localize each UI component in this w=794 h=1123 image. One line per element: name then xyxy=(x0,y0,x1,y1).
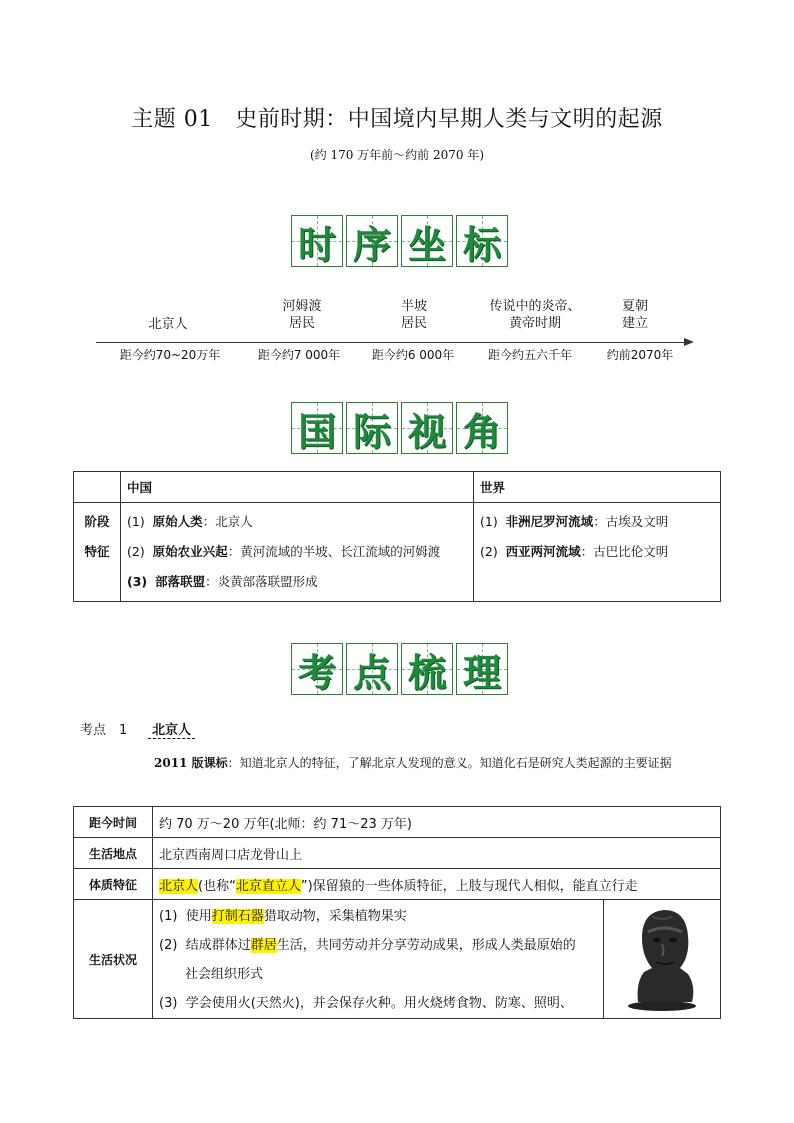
timeline-event-date: 距今约7 000年 xyxy=(257,348,341,362)
kaodian-name: 北京人 xyxy=(148,723,195,739)
banner-char: 际 xyxy=(346,402,398,454)
table-row xyxy=(74,807,721,838)
list-item: (1) 原始人类：北京人 xyxy=(127,514,253,529)
list-item: (2) 原始农业兴起：黄河流域的半坡、长江流域的河姆渡 xyxy=(127,544,441,559)
list-item: (2) 结成群体过群居生活，共同劳动并分享劳动成果，形成人类最原始的 xyxy=(159,938,576,953)
banner-char: 视 xyxy=(401,402,453,454)
banner-char: 理 xyxy=(456,643,508,695)
banner-timeline xyxy=(291,215,511,267)
page-subtitle: (约 170 万年前～约前 2070 年) xyxy=(309,148,485,162)
peking-man-bust-image xyxy=(612,902,712,1012)
table-row xyxy=(74,900,721,1019)
curriculum-standard xyxy=(154,748,724,778)
banner-points xyxy=(291,643,511,695)
row-label-stage: 阶段 特征 xyxy=(74,503,121,602)
list-item: (1) 非洲尼罗河流域：古埃及文明 xyxy=(480,514,669,529)
list-item-cont: 社会组织形式 xyxy=(185,967,264,982)
standard-label: 2011 版课标 xyxy=(154,756,228,770)
banner-char: 坐 xyxy=(401,215,453,267)
world-features xyxy=(474,503,721,602)
col-header-world: 世界 xyxy=(474,472,721,503)
china-features xyxy=(121,503,474,602)
banner-char: 序 xyxy=(346,215,398,267)
row-key: 生活地点 xyxy=(74,838,153,869)
timeline-event-date: 约前2070年 xyxy=(606,348,674,362)
banner-char: 国 xyxy=(291,402,343,454)
row-value: 北京西南周口店龙骨山上 xyxy=(153,838,721,869)
banner-char: 考 xyxy=(291,643,343,695)
kaodian-prefix: 考点 1 xyxy=(80,723,128,738)
timeline-event-label: 河姆渡 居民 xyxy=(282,299,322,331)
col-header-china: 中国 xyxy=(121,472,474,503)
table-corner-cell xyxy=(74,472,121,503)
timeline-arrow-icon xyxy=(684,338,694,346)
list-item: (3) 部落联盟：炎黄部落联盟形成 xyxy=(127,574,318,589)
timeline-event-label: 北京人 xyxy=(148,317,188,332)
banner-char: 点 xyxy=(346,643,398,695)
banner-char: 时 xyxy=(291,215,343,267)
row-key: 体质特征 xyxy=(74,869,153,900)
row-key: 生活状况 xyxy=(74,900,153,1019)
timeline-event-date: 距今约6 000年 xyxy=(371,348,455,362)
table-row xyxy=(74,838,721,869)
bust-cell xyxy=(604,900,721,1019)
timeline-event-label: 夏朝 建立 xyxy=(621,299,648,331)
page-title: 主题 01 史前时期：中国境内早期人类与文明的起源 xyxy=(131,107,663,132)
kaodian-heading xyxy=(80,719,195,738)
peking-man-table xyxy=(73,806,721,1019)
standard-text: ：知道北京人的特征，了解北京人发现的意义。知道化石是研究人类起源的主要证据 xyxy=(227,756,672,770)
timeline-event-date: 距今约五六千年 xyxy=(487,348,572,362)
row-value: 约 70 万～20 万年(北师：约 71～23 万年) xyxy=(153,807,721,838)
table-row xyxy=(74,869,721,900)
banner-char: 梳 xyxy=(401,643,453,695)
list-item: (2) 西亚两河流域：古巴比伦文明 xyxy=(480,544,669,559)
timeline-event-label: 半坡 居民 xyxy=(400,299,427,331)
timeline-event-label: 传说中的炎帝、 黄帝时期 xyxy=(489,299,581,331)
timeline-axis xyxy=(96,342,686,343)
international-table xyxy=(73,471,721,602)
list-item: (3) 学会使用火(天然火)，并会保存火种。用火烧烤食物、防寒、照明、 xyxy=(159,996,573,1011)
life-description xyxy=(153,900,604,1019)
banner-char: 角 xyxy=(456,402,508,454)
banner-international xyxy=(291,402,511,454)
banner-char: 标 xyxy=(456,215,508,267)
row-value: 北京人(也称“北京直立人”)保留猿的一些体质特征，上肢与现代人相似，能直立行走 xyxy=(153,869,721,900)
timeline-event-date: 距今约70~20万年 xyxy=(119,348,221,362)
list-item: (1) 使用打制石器猎取动物，采集植物果实 xyxy=(159,909,407,924)
row-key: 距今时间 xyxy=(74,807,153,838)
